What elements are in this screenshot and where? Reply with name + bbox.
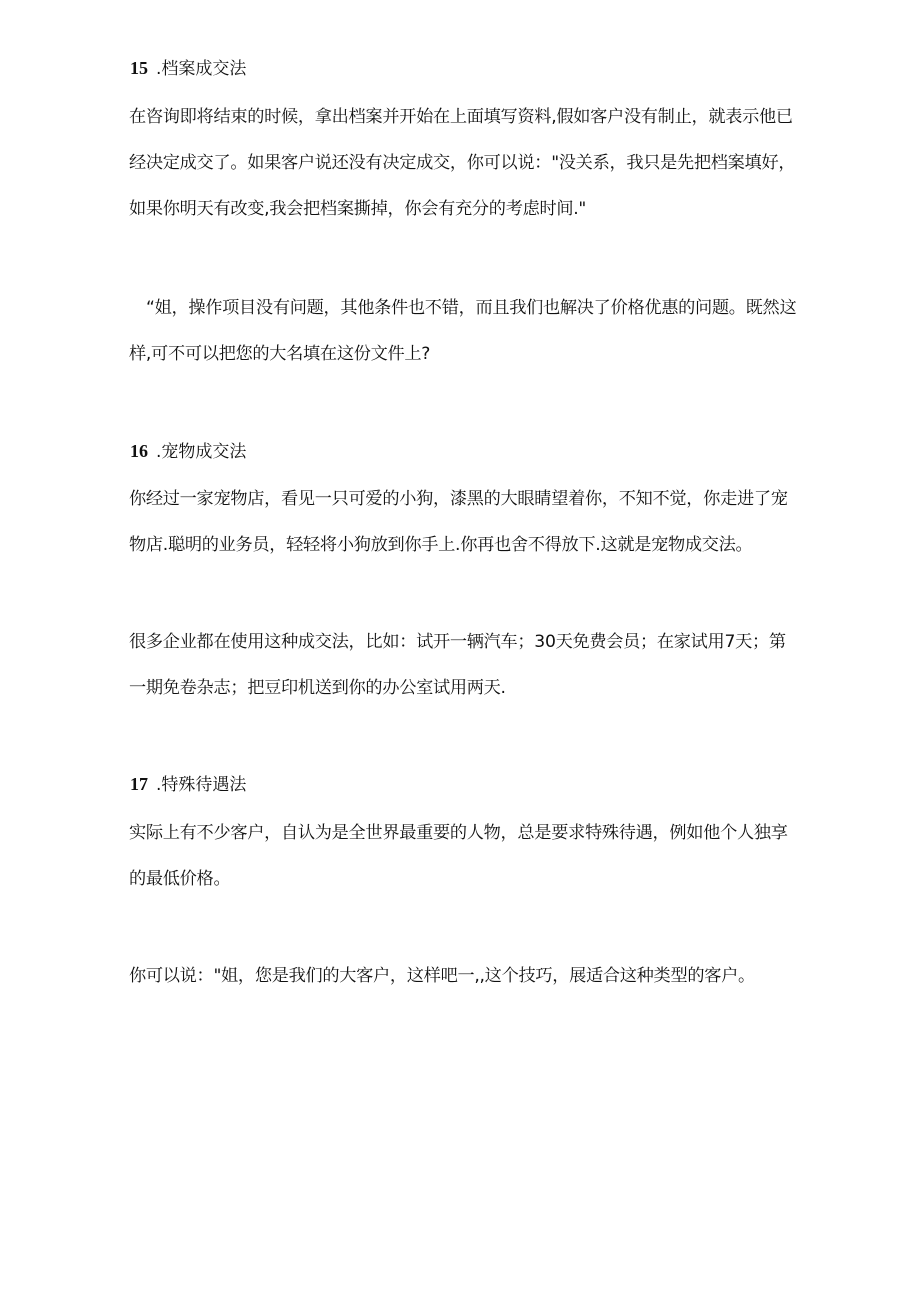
paragraph: 你经过一家宠物店，看见一只可爱的小狗，漆黑的大眼睛望着你，不知不觉，你走进了宠物店.聪明的业务员，轻轻将小狗放到你手上.你再也舍不得放下.这就是宠物成交法。: [129, 489, 788, 555]
paragraph: 你可以说："姐，您是我们的大客户，这样吧一,,这个技巧，展适合这种类型的客户。: [129, 966, 755, 986]
paragraph: 在咨询即将结束的时候，拿出档案并开始在上面填写资料,假如客户没有制止，就表示他已经决定成交了。如果客户说还没有决定成交，你可以说："没关系，我只是先把档案填好，如果你明天有改变,我会把档案撕掉，你会有充分的考虑时间.": [129, 107, 796, 219]
section-title: .宠物成交法: [156, 442, 247, 462]
section-number: 15: [130, 58, 148, 78]
section-number: 16: [130, 441, 148, 461]
paragraph: 实际上有不少客户，自认为是全世界最重要的人物，总是要求特殊待遇，例如他个人独享的最低价格。: [129, 823, 788, 889]
paragraph: “姐，操作项目没有问题，其他条件也不错，而且我们也解决了价格优惠的问题。既然这样,可不可以把您的大名填在这份文件上?: [129, 298, 797, 364]
section-number: 17: [130, 774, 148, 794]
section-title: .档案成交法: [156, 59, 247, 79]
section-title: .特殊待遇法: [156, 775, 247, 795]
section-heading-16: [130, 441, 246, 462]
section-heading-17: [130, 774, 246, 795]
section-heading-15: [130, 58, 246, 79]
paragraph: 很多企业都在使用这种成交法，比如：试开一辆汽车；30天免费会员；在家试用7天；第一期免卷杂志；把豆印机送到你的办公室试用两天.: [129, 632, 786, 698]
